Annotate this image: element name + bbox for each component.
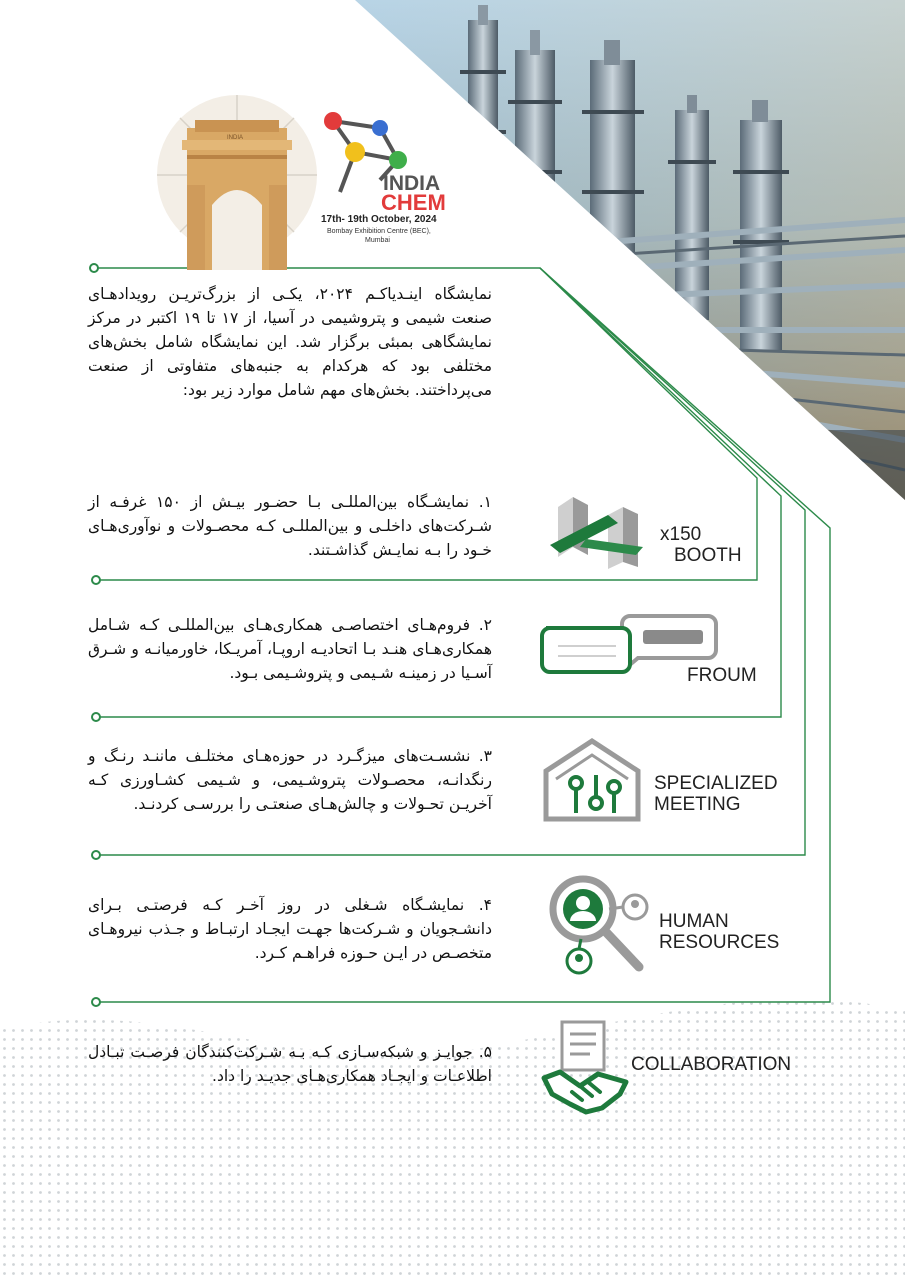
section-5-text: ۵. جوایـز و شبکه‌سـازی کـه بـه شـرکت‌کنندگان فرصـت تبـادل اطلاعـات و ایجـاد همکاری‌هـای جدیـد را داد. <box>88 1043 492 1085</box>
section-4-label-1: HUMAN <box>659 911 729 932</box>
logo-india-text: INDIA <box>383 172 441 195</box>
section-4-label-2: RESOURCES <box>659 932 780 953</box>
section-1-label-2: BOOTH <box>674 545 742 566</box>
meeting-house-icon <box>540 735 645 825</box>
section-3-label-1: SPECIALIZED <box>654 773 778 794</box>
logo-venue-line2: Mumbai <box>365 237 390 244</box>
logo-chem-text: CHEM <box>381 190 446 215</box>
section-1-label-1: x150 <box>660 524 702 545</box>
section-5-label-1: COLLABORATION <box>631 1054 792 1075</box>
india-gate-inscription: INDIA <box>227 135 244 141</box>
section-2-label-1: FROUM <box>687 665 757 686</box>
section-2-text: ۲. فروم‌هـای اختصاصـی همکاری‌هـای بین‌المللـی کـه شـامل همکاری‌هـای هنـد بـا اتحادیـه اروپـا، آمریـکا، خاورمیانـه و شـرق آسـیا در زمینـه شـیمی و پتروشـیمی بـود. <box>88 616 492 682</box>
section-1-text: ۱. نمایشـگاه بین‌المللـی بـا حضـور بیـش از ۱۵۰ غرفـه از شـرکت‌های داخلـی و بین‌المللـی کـه محصـولات و نوآوری‌هـای خـود را بـه نمایـش گذاشـتند. <box>88 493 492 559</box>
refinery-photo <box>355 0 905 500</box>
india-gate-illustration <box>157 95 317 270</box>
intro-paragraph: نمایشگاه اینـدیاکـم ۲۰۲۴، یکـی از بزرگ‌تریـن رویدادهـای صنعت شیمی و پتروشیمی در آسیا، از ۱۷ تا ۱۹ اکتبر در مرکز نمایشگاهی بمبئی برگزار شد. این نمایشگاه شامل بخش‌های مختلفی بود که هرکدام به جنبه‌های متفاوتی از صنعت می‌پرداختند. بخش‌های مهم شامل موارد زیر بود: <box>88 285 492 399</box>
building-icon <box>548 487 648 572</box>
section-4-text: ۴. نمایشـگاه شـغلی در روز آخـر کـه فرصتـی بـرای دانشـجویان و شـرکت‌ها جهـت ایجـاد ارتبـاط و جـذب نیروهـای متخصـص در ایـن حـوزه فراهـم کـرد. <box>88 896 492 962</box>
handshake-icon <box>540 1020 630 1115</box>
logo-dates: 17th- 19th October, 2024 <box>321 214 437 225</box>
logo-venue-line1: Bombay Exhibition Centre (BEC), <box>327 228 431 235</box>
people-search-icon <box>547 873 657 978</box>
section-3-text: ۳. نشسـت‌های میزگـرد در حوزه‌هـای مختلـف ماننـد رنـگ و رنگدانـه، محصـولات پتروشـیمی، و شـیمی کشـاورزی کـه آخریـن تحـولات و چالش‌هـای صنعتـی را بررسـی کردنـد. <box>88 747 492 813</box>
section-3-label-2: MEETING <box>654 794 741 815</box>
